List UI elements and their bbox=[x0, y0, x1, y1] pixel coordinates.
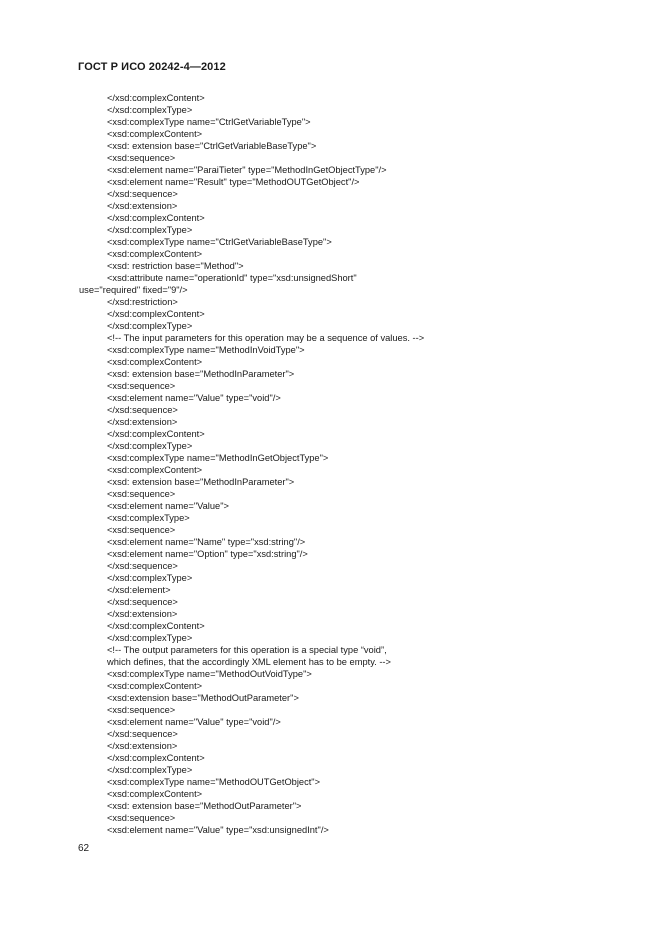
code-line: <xsd:complexType name="CtrlGetVariableType"> bbox=[107, 117, 311, 127]
code-line: </xsd:complexContent> bbox=[107, 621, 205, 631]
code-line: <xsd:complexType name="MethodOutVoidType"> bbox=[107, 669, 312, 679]
code-line: </xsd:complexContent> bbox=[107, 753, 205, 763]
code-line: </xsd:extension> bbox=[107, 417, 178, 427]
code-line: <xsd: restriction base="Method"> bbox=[107, 261, 244, 271]
code-line: </xsd:complexType> bbox=[107, 573, 193, 583]
code-line: </xsd:complexContent> bbox=[107, 93, 205, 103]
xsd-code-listing bbox=[79, 92, 577, 836]
code-line: </xsd:sequence> bbox=[107, 597, 178, 607]
code-line: <xsd:complexContent> bbox=[107, 681, 203, 691]
code-line: <xsd:attribute name="operationId" type="xsd:unsignedShort" bbox=[107, 273, 357, 283]
code-line: <!-- The output parameters for this operation is a special type “void”, bbox=[107, 645, 387, 655]
code-line: <xsd:complexType name="MethodInVoidType"> bbox=[107, 345, 305, 355]
code-line: <!-- The input parameters for this operation may be a sequence of values. --> bbox=[107, 333, 425, 343]
code-line: </xsd:complexType> bbox=[107, 321, 193, 331]
code-line: <xsd:sequence> bbox=[107, 489, 176, 499]
code-line: <xsd:sequence> bbox=[107, 813, 176, 823]
code-line: </xsd:complexContent> bbox=[107, 213, 205, 223]
code-line: </xsd:complexType> bbox=[107, 105, 193, 115]
code-line: </xsd:extension> bbox=[107, 201, 178, 211]
code-line: <xsd: extension base="CtrlGetVariableBaseType"> bbox=[107, 141, 317, 151]
code-line: </xsd:complexContent> bbox=[107, 309, 205, 319]
code-line: </xsd:sequence> bbox=[107, 405, 178, 415]
code-line: <xsd:element name="Value" type="void"/> bbox=[107, 393, 281, 403]
code-line: <xsd:element name="Result" type="MethodOUTGetObject"/> bbox=[107, 177, 360, 187]
code-line: <xsd:complexContent> bbox=[107, 249, 203, 259]
page-number: 62 bbox=[78, 843, 90, 854]
code-line: <xsd:sequence> bbox=[107, 153, 176, 163]
code-line: </xsd:complexContent> bbox=[107, 429, 205, 439]
code-line: <xsd:element name="Value" type="xsd:unsignedInt"/> bbox=[107, 825, 329, 835]
code-line: <xsd:element name="Value"> bbox=[107, 501, 229, 511]
code-line: <xsd:complexContent> bbox=[107, 129, 203, 139]
code-line: </xsd:complexType> bbox=[107, 633, 193, 643]
code-line: </xsd:complexType> bbox=[107, 225, 193, 235]
code-line: <xsd:element name="Option" type="xsd:string"/> bbox=[107, 549, 308, 559]
code-line: </xsd:sequence> bbox=[107, 189, 178, 199]
code-line: </xsd:sequence> bbox=[107, 729, 178, 739]
code-line: </xsd:sequence> bbox=[107, 561, 178, 571]
code-line: <xsd:element name="Value" type="void"/> bbox=[107, 717, 281, 727]
code-line: <xsd:complexContent> bbox=[107, 789, 203, 799]
code-line: </xsd:element> bbox=[107, 585, 171, 595]
code-line: <xsd: extension base="MethodInParameter"> bbox=[107, 477, 295, 487]
code-line: </xsd:extension> bbox=[107, 609, 178, 619]
code-line: <xsd:complexType name="MethodInGetObjectType"> bbox=[107, 453, 329, 463]
code-line: <xsd:sequence> bbox=[107, 381, 176, 391]
code-line: which defines, that the accordingly XML element has to be empty. --> bbox=[107, 657, 391, 667]
code-line: <xsd: extension base="MethodInParameter"> bbox=[107, 369, 295, 379]
code-line: <xsd:complexType> bbox=[107, 513, 190, 523]
code-line: <xsd:complexType name="MethodOUTGetObject"> bbox=[107, 777, 321, 787]
code-line: <xsd: extension base="MethodOutParameter"> bbox=[107, 801, 302, 811]
code-line: <xsd:complexType name="CtrlGetVariableBaseType"> bbox=[107, 237, 332, 247]
code-line: <xsd:extension base="MethodOutParameter"> bbox=[107, 693, 299, 703]
code-line: <xsd:sequence> bbox=[107, 705, 176, 715]
code-line: </xsd:extension> bbox=[107, 741, 178, 751]
code-line: <xsd:element name="ParaiTieter" type="MethodInGetObjectType"/> bbox=[107, 165, 387, 175]
code-line: use="required" fixed="9"/> bbox=[79, 285, 188, 295]
code-line: <xsd:complexContent> bbox=[107, 357, 203, 367]
code-line: <xsd:complexContent> bbox=[107, 465, 203, 475]
code-line: </xsd:restriction> bbox=[107, 297, 178, 307]
code-line: <xsd:element name="Name" type="xsd:string"/> bbox=[107, 537, 306, 547]
code-line: </xsd:complexType> bbox=[107, 441, 193, 451]
code-line: </xsd:complexType> bbox=[107, 765, 193, 775]
page-header-standard-id: ГОСТ Р ИСО 20242-4—2012 bbox=[78, 61, 226, 73]
code-line: <xsd:sequence> bbox=[107, 525, 176, 535]
